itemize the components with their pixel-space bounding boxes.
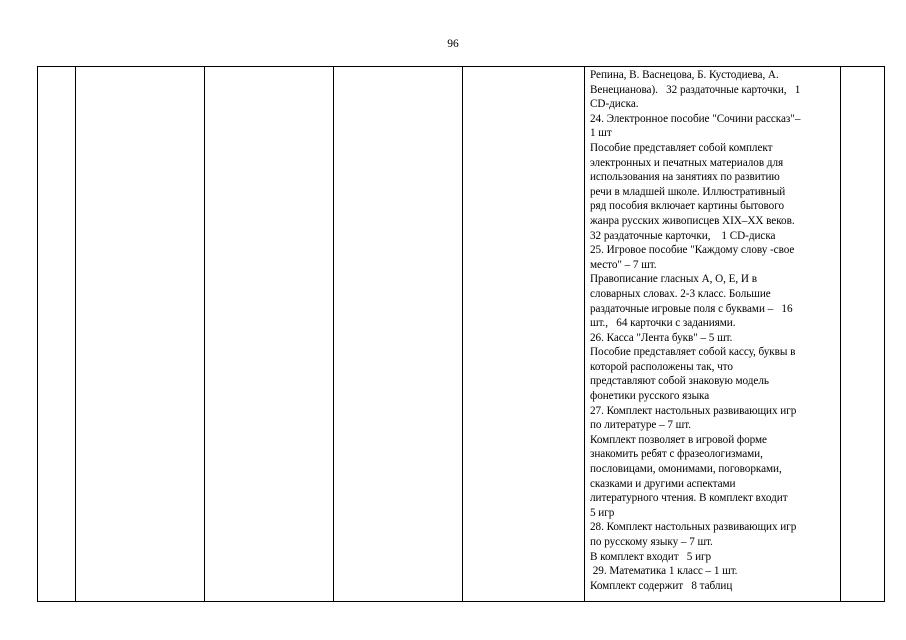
table-cell-number (38, 67, 76, 602)
document-table (37, 66, 885, 602)
table-cell-equipment-list (585, 67, 841, 602)
content-line: раздаточные игровые поля с буквами – 16 (590, 302, 793, 315)
content-line: шт., 64 карточки с заданиями. (590, 317, 736, 330)
content-line: Пособие представляет собой комплект (590, 141, 773, 154)
content-line: представляют собой знаковую модель (590, 375, 769, 388)
content-line: пословицами, омонимами, поговорками, (590, 463, 782, 476)
content-line: знакомить ребят с фразеологизмами, (590, 448, 763, 461)
content-line: Правописание гласных А, О, Е, И в (590, 273, 757, 286)
content-line: В комплект входит 5 игр (590, 550, 712, 563)
content-line: 28. Комплект настольных развивающих игр (590, 521, 797, 534)
content-line: Венецианова). 32 раздаточные карточки, 1 (590, 83, 801, 96)
content-line: использования на занятиях по развитию (590, 171, 780, 184)
content-line: которой расположены так, что (590, 360, 733, 373)
content-line: 1 шт (590, 127, 612, 140)
content-line: ряд пособия включает картины бытового (590, 200, 784, 213)
table-row (38, 67, 885, 602)
content-line: жанра русских живописцев XIX–XX веков. (590, 214, 795, 227)
content-line: фонетики русского языка (590, 390, 710, 403)
content-line: словарных словах. 2-3 класс. Большие (590, 287, 771, 300)
content-line: CD-диска. (590, 98, 639, 111)
content-line: Комплект позволяет в игровой форме (590, 433, 767, 446)
content-line: 27. Комплект настольных развивающих игр (590, 404, 797, 417)
content-line: сказками и другими аспектами (590, 477, 736, 490)
content-line: место" – 7 шт. (590, 258, 657, 271)
table-cell-last (841, 67, 885, 602)
content-line: Пособие представляет собой кассу, буквы в (590, 346, 796, 359)
table-cell-col3 (205, 67, 334, 602)
table-cell-col2 (76, 67, 205, 602)
table-cell-col4 (334, 67, 463, 602)
content-line: 29. Математика 1 класс – 1 шт. (590, 565, 738, 578)
equipment-list-text (585, 67, 840, 593)
content-line: по русскому языку – 7 шт. (590, 536, 713, 548)
content-line: 5 игр (590, 506, 615, 519)
content-line: 25. Игровое пособие "Каждому слову -свое (590, 244, 795, 257)
content-line: речи в младшей школе. Иллюстративный (590, 185, 786, 198)
content-line: литературного чтения. В комплект входит (590, 492, 788, 505)
content-line: электронных и печатных материалов для (590, 156, 784, 169)
page-number: 96 (447, 38, 459, 50)
content-line: Комплект содержит 8 таблиц (590, 579, 733, 592)
content-line: 26. Касса "Лента букв" – 5 шт. (590, 331, 733, 344)
content-line: Репина, В. Васнецова, Б. Кустодиева, А. (590, 69, 779, 81)
content-line: 24. Электронное пособие "Сочини рассказ"– (590, 112, 801, 125)
content-line: 32 раздаточные карточки, 1 CD-диска (590, 229, 776, 242)
table-cell-col5 (463, 67, 585, 602)
content-line: по литературе – 7 шт. (590, 419, 691, 432)
